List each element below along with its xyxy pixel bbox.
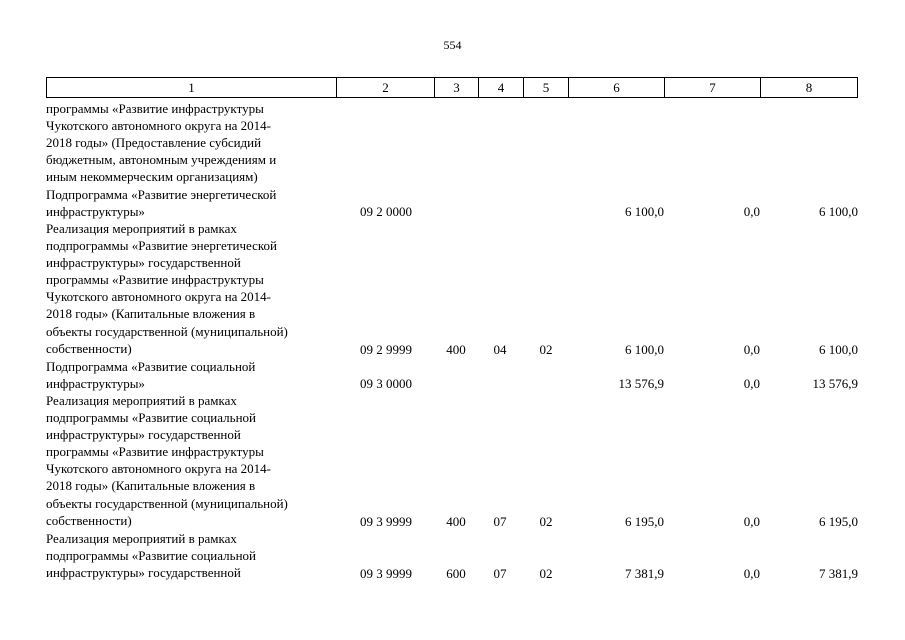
row-code: 09 3 0000 — [360, 375, 412, 391]
row-code: 09 2 0000 — [360, 203, 412, 219]
row-description: Реализация мероприятий в рамках подпрограммы «Развитие социальной инфраструктуры» государственной — [46, 531, 256, 581]
row-code: 09 3 9999 — [360, 513, 412, 529]
row-amount-col6: 7 381,9 — [625, 565, 664, 581]
row-amount-col7: 0,0 — [743, 565, 760, 581]
table-row — [46, 186, 858, 220]
row-code: 09 2 9999 — [360, 341, 412, 357]
row-col5: 02 — [539, 341, 553, 357]
header-col-3: 3 — [435, 78, 479, 97]
row-description: Подпрограмма «Развитие социальной инфраструктуры» — [46, 359, 256, 392]
row-amount-col7: 0,0 — [743, 203, 760, 219]
row-amount-col8: 7 381,9 — [819, 565, 858, 581]
row-amount-col7: 0,0 — [743, 341, 760, 357]
header-col-4: 4 — [479, 78, 524, 97]
header-col-2: 2 — [337, 78, 435, 97]
table-row — [46, 358, 858, 392]
row-amount-col8: 13 576,9 — [812, 375, 858, 391]
row-description: программы «Развитие инфраструктуры Чукотского автономного округа на 2014- 2018 годы» (Предоставление субсидий бюджетным, автономным учреждениям и иным некоммерческим организациям) — [46, 101, 277, 185]
table-header — [46, 77, 858, 98]
row-amount-col8: 6 100,0 — [819, 341, 858, 357]
page-number: 554 — [443, 38, 462, 52]
header-col-6: 6 — [569, 78, 665, 97]
table-row — [46, 220, 858, 358]
row-col3: 400 — [446, 341, 466, 357]
header-col-8: 8 — [805, 80, 813, 95]
row-amount-col6: 13 576,9 — [618, 375, 664, 391]
header-col-1: 1 — [47, 78, 337, 97]
row-description: Реализация мероприятий в рамках подпрограммы «Развитие социальной инфраструктуры» государственной программы «Развитие инфраструктуры Чукотского автономного округа на 2014- 2018 годы» (Капитальные вложения в объекты государственной (муниципальной) собственности) — [46, 393, 288, 528]
row-col4: 07 — [493, 513, 507, 529]
row-col3: 600 — [446, 565, 466, 581]
row-amount-col7: 0,0 — [743, 375, 760, 391]
table-row — [46, 100, 858, 186]
row-col4: 07 — [493, 565, 507, 581]
header-col-7: 7 — [665, 78, 761, 97]
table-row — [46, 392, 858, 530]
row-amount-col6: 6 195,0 — [625, 513, 664, 529]
row-col4: 04 — [493, 341, 507, 357]
row-col3: 400 — [446, 513, 466, 529]
row-amount-col6: 6 100,0 — [625, 203, 664, 219]
header-col-5: 5 — [524, 78, 569, 97]
row-amount-col8: 6 195,0 — [819, 513, 858, 529]
row-col5: 02 — [539, 513, 553, 529]
row-amount-col8: 6 100,0 — [819, 203, 858, 219]
row-description: Подпрограмма «Развитие энергетической инфраструктуры» — [46, 187, 277, 220]
row-description: Реализация мероприятий в рамках подпрограммы «Развитие энергетической инфраструктуры» государственной программы «Развитие инфраструктуры Чукотского автономного округа на 2014- 2018 годы» (Капитальные вложения в объекты государственной (муниципальной) собственности) — [46, 221, 288, 356]
table-row — [46, 530, 858, 582]
row-code: 09 3 9999 — [360, 565, 412, 581]
row-amount-col7: 0,0 — [743, 513, 760, 529]
row-col5: 02 — [539, 565, 553, 581]
row-amount-col6: 6 100,0 — [625, 341, 664, 357]
